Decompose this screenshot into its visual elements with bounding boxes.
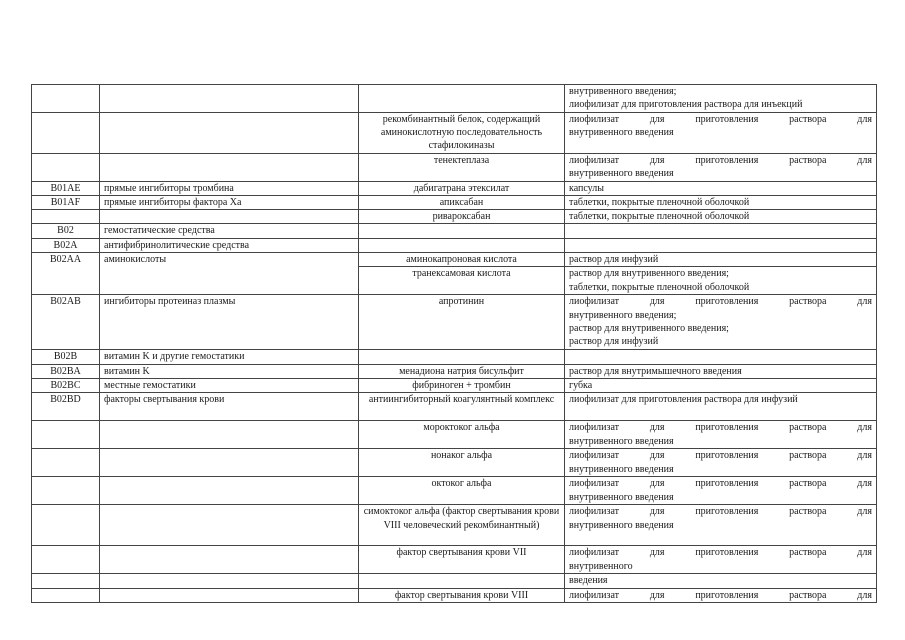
form-cell: раствор для внутримышечного введения (565, 364, 877, 378)
drug-cell: аминокапроновая кислота (359, 253, 565, 267)
drug-cell: нонаког альфа (359, 449, 565, 477)
atc-code-cell (32, 153, 100, 181)
table-row (32, 295, 877, 350)
form-cell: лиофилизат для приготовления раствора для внутривенного введения (565, 505, 877, 546)
atc-code-cell (32, 505, 100, 546)
form-cell: введения (565, 574, 877, 588)
drug-cell: фактор свертывания крови VIII (359, 588, 565, 602)
group-cell (100, 153, 359, 181)
atc-code-cell (32, 574, 100, 588)
drug-cell: ривароксабан (359, 210, 565, 224)
form-line-justified: лиофилизат для приготовления раствора для (569, 450, 872, 462)
form-cell: лиофилизат для приготовления раствора для внутривенного введения (565, 153, 877, 181)
table-row (32, 181, 877, 195)
atc-code-cell (32, 85, 100, 113)
atc-code-cell: B02 (32, 224, 100, 238)
form-line: раствор для внутривенного введения; (569, 268, 729, 280)
table-row (32, 153, 877, 181)
form-cell (565, 588, 877, 602)
table-row (32, 238, 877, 252)
atc-code-cell: B01AE (32, 181, 100, 195)
form-line-justified: лиофилизат для приготовления раствора для (569, 589, 872, 601)
group-cell (100, 421, 359, 449)
drug-cell: дабигатрана этексилат (359, 181, 565, 195)
drug-cell: апиксабан (359, 195, 565, 209)
group-cell: факторы свертывания крови (100, 393, 359, 421)
table-row (32, 505, 877, 546)
form-line-justified: лиофилизат для приготовления раствора для (569, 478, 872, 490)
group-cell (100, 505, 359, 546)
group-cell (100, 112, 359, 153)
form-cell: таблетки, покрытые пленочной оболочкой (565, 210, 877, 224)
drug-cell: мороктоког альфа (359, 421, 565, 449)
form-cell (565, 238, 877, 252)
form-cell (565, 267, 877, 295)
group-cell: прямые ингибиторы фактора Xa (100, 195, 359, 209)
drug-cell: тенектеплаза (359, 153, 565, 181)
table-row (32, 477, 877, 505)
atc-code-cell: B02BD (32, 393, 100, 421)
table-row (32, 393, 877, 421)
drug-cell: менадиона натрия бисульфит (359, 364, 565, 378)
form-cell: губка (565, 378, 877, 392)
drug-cell: рекомбинантный белок, содержащий аминокислотную последовательность стафилокиназы (359, 112, 565, 153)
form-cell: лиофилизат для приготовления раствора для внутривенного введения (565, 112, 877, 153)
form-cell: таблетки, покрытые пленочной оболочкой (565, 195, 877, 209)
table-row (32, 364, 877, 378)
table-row (32, 449, 877, 477)
atc-code-cell (32, 421, 100, 449)
table-row (32, 350, 877, 364)
atc-code-cell (32, 210, 100, 224)
form-cell: лиофилизат для приготовления раствора для внутривенного введения (565, 421, 877, 449)
group-cell: витамин K (100, 364, 359, 378)
atc-code-cell (32, 449, 100, 477)
drug-cell: симоктоког альфа (фактор свертывания крови VIII человеческий рекомбинантный) (359, 505, 565, 546)
group-cell: местные гемостатики (100, 378, 359, 392)
atc-code-cell (32, 546, 100, 574)
table-row (32, 588, 877, 602)
atc-code-cell (32, 477, 100, 505)
form-cell: капсулы (565, 181, 877, 195)
form-line: лиофилизат для приготовления раствора для инъекций (569, 99, 803, 111)
form-line-justified: лиофилизат для приготовления раствора для (569, 296, 872, 308)
form-cell (565, 350, 877, 364)
group-cell (100, 449, 359, 477)
table-row (32, 112, 877, 153)
drug-cell (359, 350, 565, 364)
group-cell: витамин K и другие гемостатики (100, 350, 359, 364)
form-cell (565, 85, 877, 113)
group-cell: ингибиторы протеиназ плазмы (100, 295, 359, 350)
drug-cell: фактор свертывания крови VII (359, 546, 565, 574)
drug-cell (359, 224, 565, 238)
atc-code-cell: B02B (32, 350, 100, 364)
atc-code-cell (32, 588, 100, 602)
table-row (32, 224, 877, 238)
drug-table (31, 84, 877, 603)
drug-cell: октоког альфа (359, 477, 565, 505)
drug-cell: транексамовая кислота (359, 267, 565, 295)
form-cell: лиофилизат для приготовления раствора для инфузий (565, 393, 877, 421)
form-line: таблетки, покрытые пленочной оболочкой (569, 281, 750, 293)
group-cell: гемостатические средства (100, 224, 359, 238)
drug-cell: фибриноген + тромбин (359, 378, 565, 392)
drug-cell (359, 574, 565, 588)
group-cell: антифибринолитические средства (100, 238, 359, 252)
group-cell (100, 477, 359, 505)
form-line-justified: лиофилизат для приготовления раствора для (569, 113, 872, 125)
table-row (32, 421, 877, 449)
form-cell: лиофилизат для приготовления раствора для внутривенного введения (565, 449, 877, 477)
atc-code-cell: B02AA (32, 253, 100, 295)
form-line-justified: лиофилизат для приготовления раствора для (569, 547, 872, 559)
drug-cell (359, 85, 565, 113)
table-row (32, 253, 877, 267)
form-line-justified: лиофилизат для приготовления раствора для (569, 506, 872, 518)
form-line: внутривенного введения; (569, 86, 677, 97)
drug-cell (359, 238, 565, 252)
form-cell: раствор для инфузий (565, 253, 877, 267)
drug-table-body (32, 85, 877, 603)
form-cell: лиофилизат для приготовления раствора для внутривенного (565, 546, 877, 574)
group-cell (100, 546, 359, 574)
atc-code-cell: B02BA (32, 364, 100, 378)
atc-code-cell (32, 112, 100, 153)
group-cell (100, 85, 359, 113)
form-cell: лиофилизат для приготовления раствора для внутривенного введения (565, 477, 877, 505)
form-line-justified: лиофилизат для приготовления раствора для (569, 422, 872, 434)
table-row (32, 195, 877, 209)
table-row (32, 210, 877, 224)
drug-cell: антиингибиторный коагулянтный комплекс (359, 393, 565, 421)
atc-code-cell: B02BC (32, 378, 100, 392)
form-line-justified: лиофилизат для приготовления раствора для (569, 154, 872, 166)
group-cell: прямые ингибиторы тромбина (100, 181, 359, 195)
table-row (32, 546, 877, 574)
table-row (32, 85, 877, 113)
group-cell (100, 574, 359, 588)
table-row (32, 574, 877, 588)
atc-code-cell: B02A (32, 238, 100, 252)
form-cell: лиофилизат для приготовления раствора для внутривенного введения; раствор для внутривенного введения; раствор для инфузий (565, 295, 877, 350)
form-cell (565, 224, 877, 238)
atc-code-cell: B02AB (32, 295, 100, 350)
group-cell (100, 210, 359, 224)
table-row (32, 378, 877, 392)
atc-code-cell: B01AF (32, 195, 100, 209)
group-cell: аминокислоты (100, 253, 359, 295)
group-cell (100, 588, 359, 602)
drug-cell: апротинин (359, 295, 565, 350)
